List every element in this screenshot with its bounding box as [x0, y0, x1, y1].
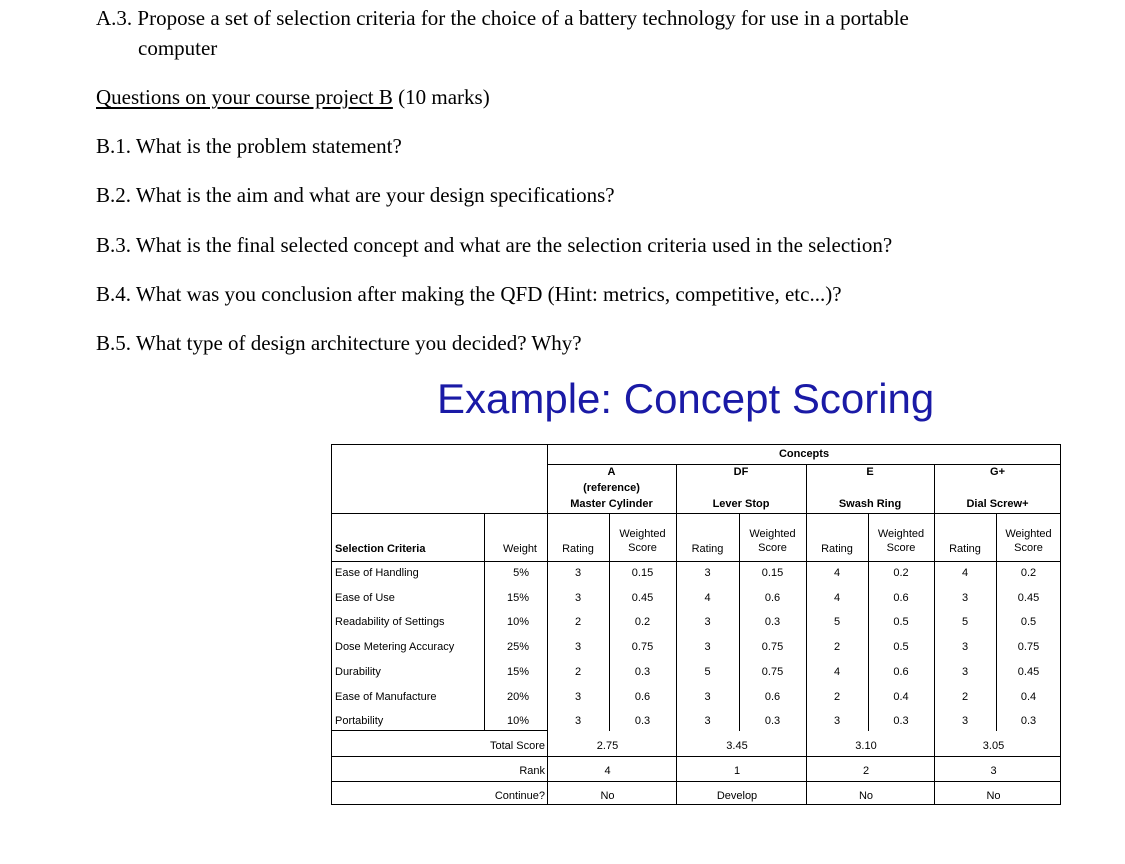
- body-rule-portability: [331, 730, 547, 731]
- summary-rule-total: [331, 756, 1061, 757]
- score-5-1: 0.6: [764, 691, 781, 703]
- slide-title: Example: Concept Scoring: [437, 375, 935, 422]
- concept-name-1: Lever Stop: [712, 498, 770, 510]
- criterion-4: Durability: [335, 666, 381, 678]
- score-2-1: 0.3: [764, 616, 781, 628]
- score-5-3: 0.4: [1020, 691, 1037, 703]
- header-rule-concepts: [547, 464, 1061, 465]
- split-rule-2: [868, 513, 869, 731]
- rating-1-2: 4: [833, 592, 841, 604]
- summary-rule-rank: [331, 781, 1061, 782]
- concept-letter-3: G+: [990, 466, 1005, 478]
- score-6-3: 0.3: [1020, 715, 1037, 727]
- rating-header-3: Rating: [949, 543, 981, 555]
- rating-3-2: 2: [833, 641, 841, 653]
- score-header-2: Score: [886, 542, 916, 554]
- weight-6: 10%: [506, 715, 529, 727]
- rating-6-2: 3: [833, 715, 841, 727]
- summary-value-2-1: Develop: [716, 790, 758, 802]
- question-a3-line1: A.3. Propose a set of selection criteria for the choice of a battery technology for use in a portable: [96, 6, 909, 30]
- rating-6-1: 3: [704, 715, 711, 727]
- rating-0-3: 4: [961, 567, 969, 579]
- table-border-right: [1060, 444, 1061, 805]
- rating-5-1: 3: [704, 691, 711, 703]
- rating-5-3: 2: [961, 691, 969, 703]
- split-rule-3: [996, 513, 997, 731]
- summary-label-2: Continue?: [494, 790, 545, 802]
- group-rule-0: [676, 464, 677, 805]
- rating-4-1: 5: [704, 666, 711, 678]
- rating-0-1: 3: [704, 567, 711, 579]
- weighted-header-3: Weighted: [1005, 528, 1052, 540]
- rating-0-0: 3: [574, 567, 582, 579]
- weight-0: 5%: [513, 567, 529, 579]
- score-5-0: 0.6: [634, 691, 651, 703]
- score-1-1: 0.6: [764, 592, 781, 604]
- summary-value-1-0: 4: [604, 765, 611, 777]
- score-5-2: 0.4: [893, 691, 909, 703]
- summary-value-0-1: 3.45: [726, 740, 748, 752]
- rating-1-1: 4: [704, 592, 711, 604]
- rating-5-2: 2: [833, 691, 841, 703]
- weighted-header-1: Weighted: [749, 528, 796, 540]
- table-border-left: [331, 444, 332, 805]
- header-rule-main: [331, 513, 1061, 514]
- summary-value-1-1: 1: [733, 765, 741, 777]
- score-6-1: 0.3: [764, 715, 781, 727]
- rating-5-0: 3: [574, 691, 582, 703]
- weighted-header-0: Weighted: [619, 528, 666, 540]
- weight-4: 15%: [506, 666, 529, 678]
- group-rule-2: [934, 464, 935, 805]
- table-border-bottom: [331, 804, 1061, 805]
- split-rule-0: [609, 513, 610, 731]
- rating-header-0: Rating: [562, 543, 594, 555]
- summary-value-1-2: 2: [862, 765, 870, 777]
- summary-value-2-0: No: [600, 790, 615, 802]
- concept-letter-2: E: [866, 466, 874, 478]
- concept-name-0: Master Cylinder: [570, 498, 653, 510]
- weight-2: 10%: [506, 616, 529, 628]
- rating-header-1: Rating: [691, 543, 724, 555]
- weight-1: 15%: [506, 592, 529, 604]
- score-6-2: 0.3: [893, 715, 909, 727]
- rating-3-1: 3: [704, 641, 711, 653]
- concepts-header: Concepts: [778, 448, 830, 460]
- score-header-1: Score: [758, 542, 787, 554]
- rating-6-3: 3: [961, 715, 969, 727]
- rating-4-2: 4: [833, 666, 841, 678]
- concept-name-3: Dial Screw+: [966, 498, 1029, 510]
- summary-label-1: Rank: [519, 765, 545, 777]
- weight-header: Weight: [502, 543, 537, 555]
- col-rule-weight: [484, 513, 485, 731]
- question-b2: B.2. What is the aim and what are your design specifications?: [96, 183, 615, 207]
- score-2-3: 0.5: [1020, 616, 1037, 628]
- col-rule-criteria: [547, 444, 548, 805]
- split-rule-1: [739, 513, 740, 731]
- score-0-1: 0.15: [761, 567, 784, 579]
- question-b1: B.1. What is the problem statement?: [96, 134, 402, 158]
- criterion-5: Ease of Manufacture: [335, 691, 437, 703]
- score-1-3: 0.45: [1017, 592, 1040, 604]
- score-1-2: 0.6: [893, 592, 909, 604]
- rating-1-0: 3: [574, 592, 582, 604]
- weight-5: 20%: [506, 691, 529, 703]
- question-a3-line2: computer: [138, 36, 218, 60]
- rating-2-0: 2: [574, 616, 582, 628]
- selection-criteria-header: Selection Criteria: [335, 543, 426, 555]
- score-4-0: 0.3: [634, 666, 651, 678]
- score-0-0: 0.15: [631, 567, 654, 579]
- concept-scoring-table: [331, 444, 1061, 805]
- question-b4: B.4. What was you conclusion after making the QFD (Hint: metrics, competitive, etc...)?: [96, 282, 842, 306]
- rating-3-3: 3: [961, 641, 969, 653]
- score-header-0: Score: [628, 542, 657, 554]
- rating-2-1: 3: [704, 616, 711, 628]
- criterion-3: Dose Metering Accuracy: [335, 641, 455, 653]
- question-b5: B.5. What type of design architecture you decided? Why?: [96, 331, 582, 355]
- question-b3: B.3. What is the final selected concept and what are the selection criteria used in the selection?: [96, 233, 893, 257]
- rating-2-2: 5: [833, 616, 841, 628]
- score-1-0: 0.45: [631, 592, 654, 604]
- score-6-0: 0.3: [634, 715, 651, 727]
- rating-3-0: 3: [574, 641, 582, 653]
- criterion-1: Ease of Use: [335, 592, 395, 604]
- concept-note-0: (reference): [583, 482, 640, 494]
- summary-label-0: Total Score: [489, 740, 545, 752]
- summary-value-0-3: 3.05: [982, 740, 1005, 752]
- summary-value-0-0: 2.75: [596, 740, 619, 752]
- rating-header-2: Rating: [821, 543, 853, 555]
- score-0-2: 0.2: [893, 567, 909, 579]
- criterion-6: Portability: [335, 715, 384, 727]
- score-header-3: Score: [1014, 542, 1043, 554]
- summary-value-2-3: No: [986, 790, 1001, 802]
- group-rule-1: [806, 464, 807, 805]
- summary-value-2-2: No: [858, 790, 874, 802]
- criterion-2: Readability of Settings: [335, 616, 445, 628]
- rating-0-2: 4: [833, 567, 841, 579]
- rating-6-0: 3: [574, 715, 582, 727]
- rating-4-0: 2: [574, 666, 582, 678]
- section-heading: [96, 87, 490, 108]
- rating-4-3: 3: [961, 666, 969, 678]
- score-3-1: 0.75: [761, 641, 784, 653]
- weight-3: 25%: [506, 641, 529, 653]
- rating-1-3: 3: [961, 592, 969, 604]
- score-4-3: 0.45: [1017, 666, 1040, 678]
- score-4-2: 0.6: [893, 666, 909, 678]
- section-heading-title: Questions on your course project B: [96, 85, 393, 109]
- summary-value-0-2: 3.10: [855, 740, 877, 752]
- score-0-3: 0.2: [1020, 567, 1037, 579]
- summary-value-1-3: 3: [990, 765, 997, 777]
- section-heading-marks: (10 marks): [398, 85, 490, 109]
- score-3-0: 0.75: [631, 641, 654, 653]
- score-3-3: 0.75: [1017, 641, 1040, 653]
- score-2-0: 0.2: [634, 616, 651, 628]
- concept-letter-0: A: [607, 466, 616, 478]
- header-rule-criteria: [331, 561, 1061, 562]
- score-3-2: 0.5: [893, 641, 909, 653]
- concept-letter-1: DF: [733, 466, 749, 478]
- table-border-top: [331, 444, 1061, 445]
- weighted-header-2: Weighted: [877, 528, 925, 540]
- concept-name-2: Swash Ring: [838, 498, 902, 510]
- score-4-1: 0.75: [761, 666, 784, 678]
- criterion-0: Ease of Handling: [335, 567, 419, 579]
- rating-2-3: 5: [961, 616, 969, 628]
- score-2-2: 0.5: [893, 616, 909, 628]
